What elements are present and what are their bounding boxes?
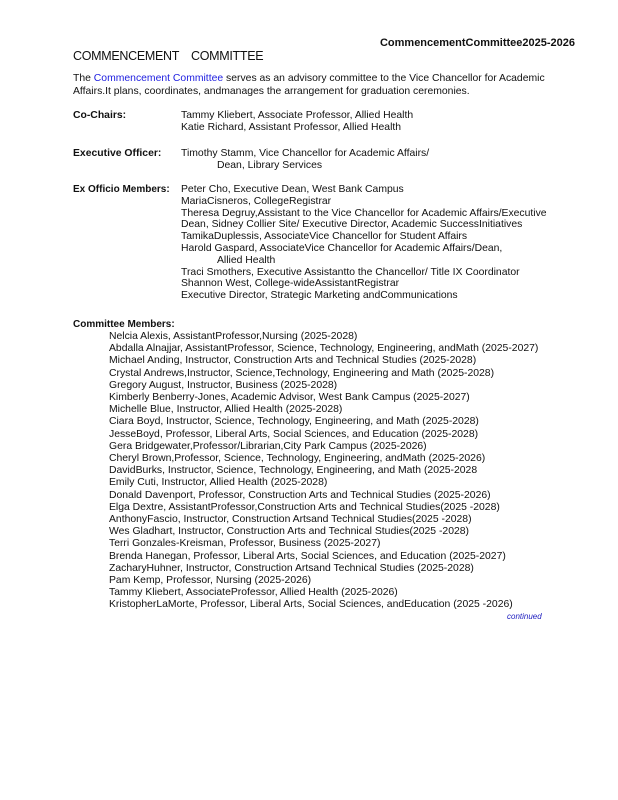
co-chairs-list	[181, 110, 413, 135]
committee-member: Elga Dextre, AssistantProfessor,Construction Arts and Technical Studies(2025 -2028)	[109, 501, 500, 513]
list-item: Shannon West, College-wideAssistantRegistrar	[181, 278, 400, 290]
committee-member: Crystal Andrews,Instructor, Science,Technology, Engineering and Math (2025-2028)	[109, 367, 495, 379]
page-title-part2: COMMITTEE	[191, 49, 264, 63]
intro-pre: The	[73, 73, 94, 84]
committee-member: DavidBurks, Instructor, Science, Technology, Engineering, and Math (2025-2028	[109, 465, 478, 477]
committee-member: KristopherLaMorte, Professor, Liberal Arts, Social Sciences, andEducation (2025 -2026)	[109, 599, 513, 611]
committee-member: Terri Gonzales-Kreisman, Professor, Business (2025-2027)	[109, 538, 381, 550]
committee-member: Gregory August, Instructor, Business (2025-2028)	[109, 379, 338, 391]
committee-member: JesseBoyd, Professor, Liberal Arts, Social Sciences, and Education (2025-2028)	[109, 428, 479, 440]
continued-note: continued	[507, 612, 542, 621]
executive-officer-line: Timothy Stamm, Vice Chancellor for Academic Affairs/	[181, 148, 430, 159]
list-item: Executive Director, Strategic Marketing andCommunications	[181, 290, 458, 302]
ex-officio-list	[181, 184, 547, 302]
page-title-part1: COMMENCEMENT	[73, 49, 180, 63]
intro-line2: Affairs.It plans, coordinates, andmanages the arrangement for graduation ceremonies.	[73, 86, 470, 97]
co-chair: Tammy Kliebert, Associate Professor, Allied Health	[181, 110, 414, 121]
committee-link[interactable]: Commencement Committee	[93, 73, 224, 84]
intro-paragraph	[73, 72, 545, 98]
intro-post1: serves as an advisory committee to the Vice Chancellor for Academic	[223, 73, 545, 84]
co-chairs-label: Co-Chairs:	[73, 110, 127, 121]
co-chair: Katie Richard, Assistant Professor, Allied Health	[181, 122, 402, 134]
committee-member: Gera Bridgewater,Professor/Librarian,City Park Campus (2025-2026)	[109, 440, 427, 452]
committee-member: Wes Gladhart, Instructor, Construction Arts and Technical Studies(2025 -2028)	[109, 526, 470, 538]
committee-member: Emily Cuti, Instructor, Allied Health (2025-2028)	[109, 477, 328, 489]
list-item: Allied Health	[217, 254, 276, 266]
running-header: CommencementCommittee2025-2026	[379, 37, 575, 49]
committee-member: Brenda Hanegan, Professor, Liberal Arts, Social Sciences, and Education (2025-2027)	[109, 550, 506, 562]
committee-member: Ciara Boyd, Instructor, Science, Technology, Engineering, and Math (2025-2028)	[109, 416, 479, 428]
committee-member: Michael Anding, Instructor, Construction Arts and Technical Studies (2025-2028)	[109, 355, 477, 367]
committee-member: Pam Kemp, Professor, Nursing (2025-2026)	[109, 575, 312, 587]
committee-member: AnthonyFascio, Instructor, Construction Artsand Technical Studies(2025 -2028)	[109, 514, 472, 526]
committee-member: Nelcia Alexis, AssistantProfessor,Nursing (2025-2028)	[109, 331, 358, 342]
list-item: Peter Cho, Executive Dean, West Bank Campus	[181, 184, 404, 195]
list-item: MariaCisneros, CollegeRegistrar	[181, 195, 332, 207]
committee-member: Cheryl Brown,Professor, Science, Technology, Engineering, andMath (2025-2026)	[109, 453, 486, 465]
list-item: Dean, Sidney Collier Site/ Executive Director, Academic SuccessInitiatives	[181, 219, 523, 231]
committee-member: Michelle Blue, Instructor, Allied Health (2025-2028)	[109, 404, 343, 416]
committee-member: Kimberly Benberry-Jones, Academic Advisor, West Bank Campus (2025-2027)	[109, 392, 470, 404]
committee-members-list	[109, 331, 538, 612]
committee-member: Tammy Kliebert, AssociateProfessor, Allied Health (2025-2026)	[109, 587, 398, 599]
list-item: TamikaDuplessis, AssociateVice Chancellor for Student Affairs	[181, 231, 468, 243]
executive-officer	[181, 148, 429, 173]
list-item: Traci Smothers, Executive Assistantto the Chancellor/ Title IX Coordinator	[181, 266, 520, 278]
executive-officer-line: Dean, Library Services	[217, 160, 323, 172]
list-item: Theresa Degruy,Assistant to the Vice Chancellor for Academic Affairs/Executive	[181, 207, 547, 219]
committee-member: Abdalla Alnajjar, AssistantProfessor, Science, Technology, Engineering, andMath (2025-2027)	[109, 343, 539, 355]
executive-officer-label: Executive Officer:	[73, 148, 162, 159]
committee-member: ZacharyHuhner, Instructor, Construction Artsand Technical Studies (2025-2028)	[109, 562, 474, 574]
ex-officio-label: Ex Officio Members:	[73, 184, 170, 195]
list-item: Harold Gaspard, AssociateVice Chancellor for Academic Affairs/Dean,	[181, 242, 503, 254]
committee-members-label: Committee Members:	[73, 319, 175, 330]
committee-member: Donald Davenport, Professor, Construction Arts and Technical Studies (2025-2026)	[109, 489, 491, 501]
